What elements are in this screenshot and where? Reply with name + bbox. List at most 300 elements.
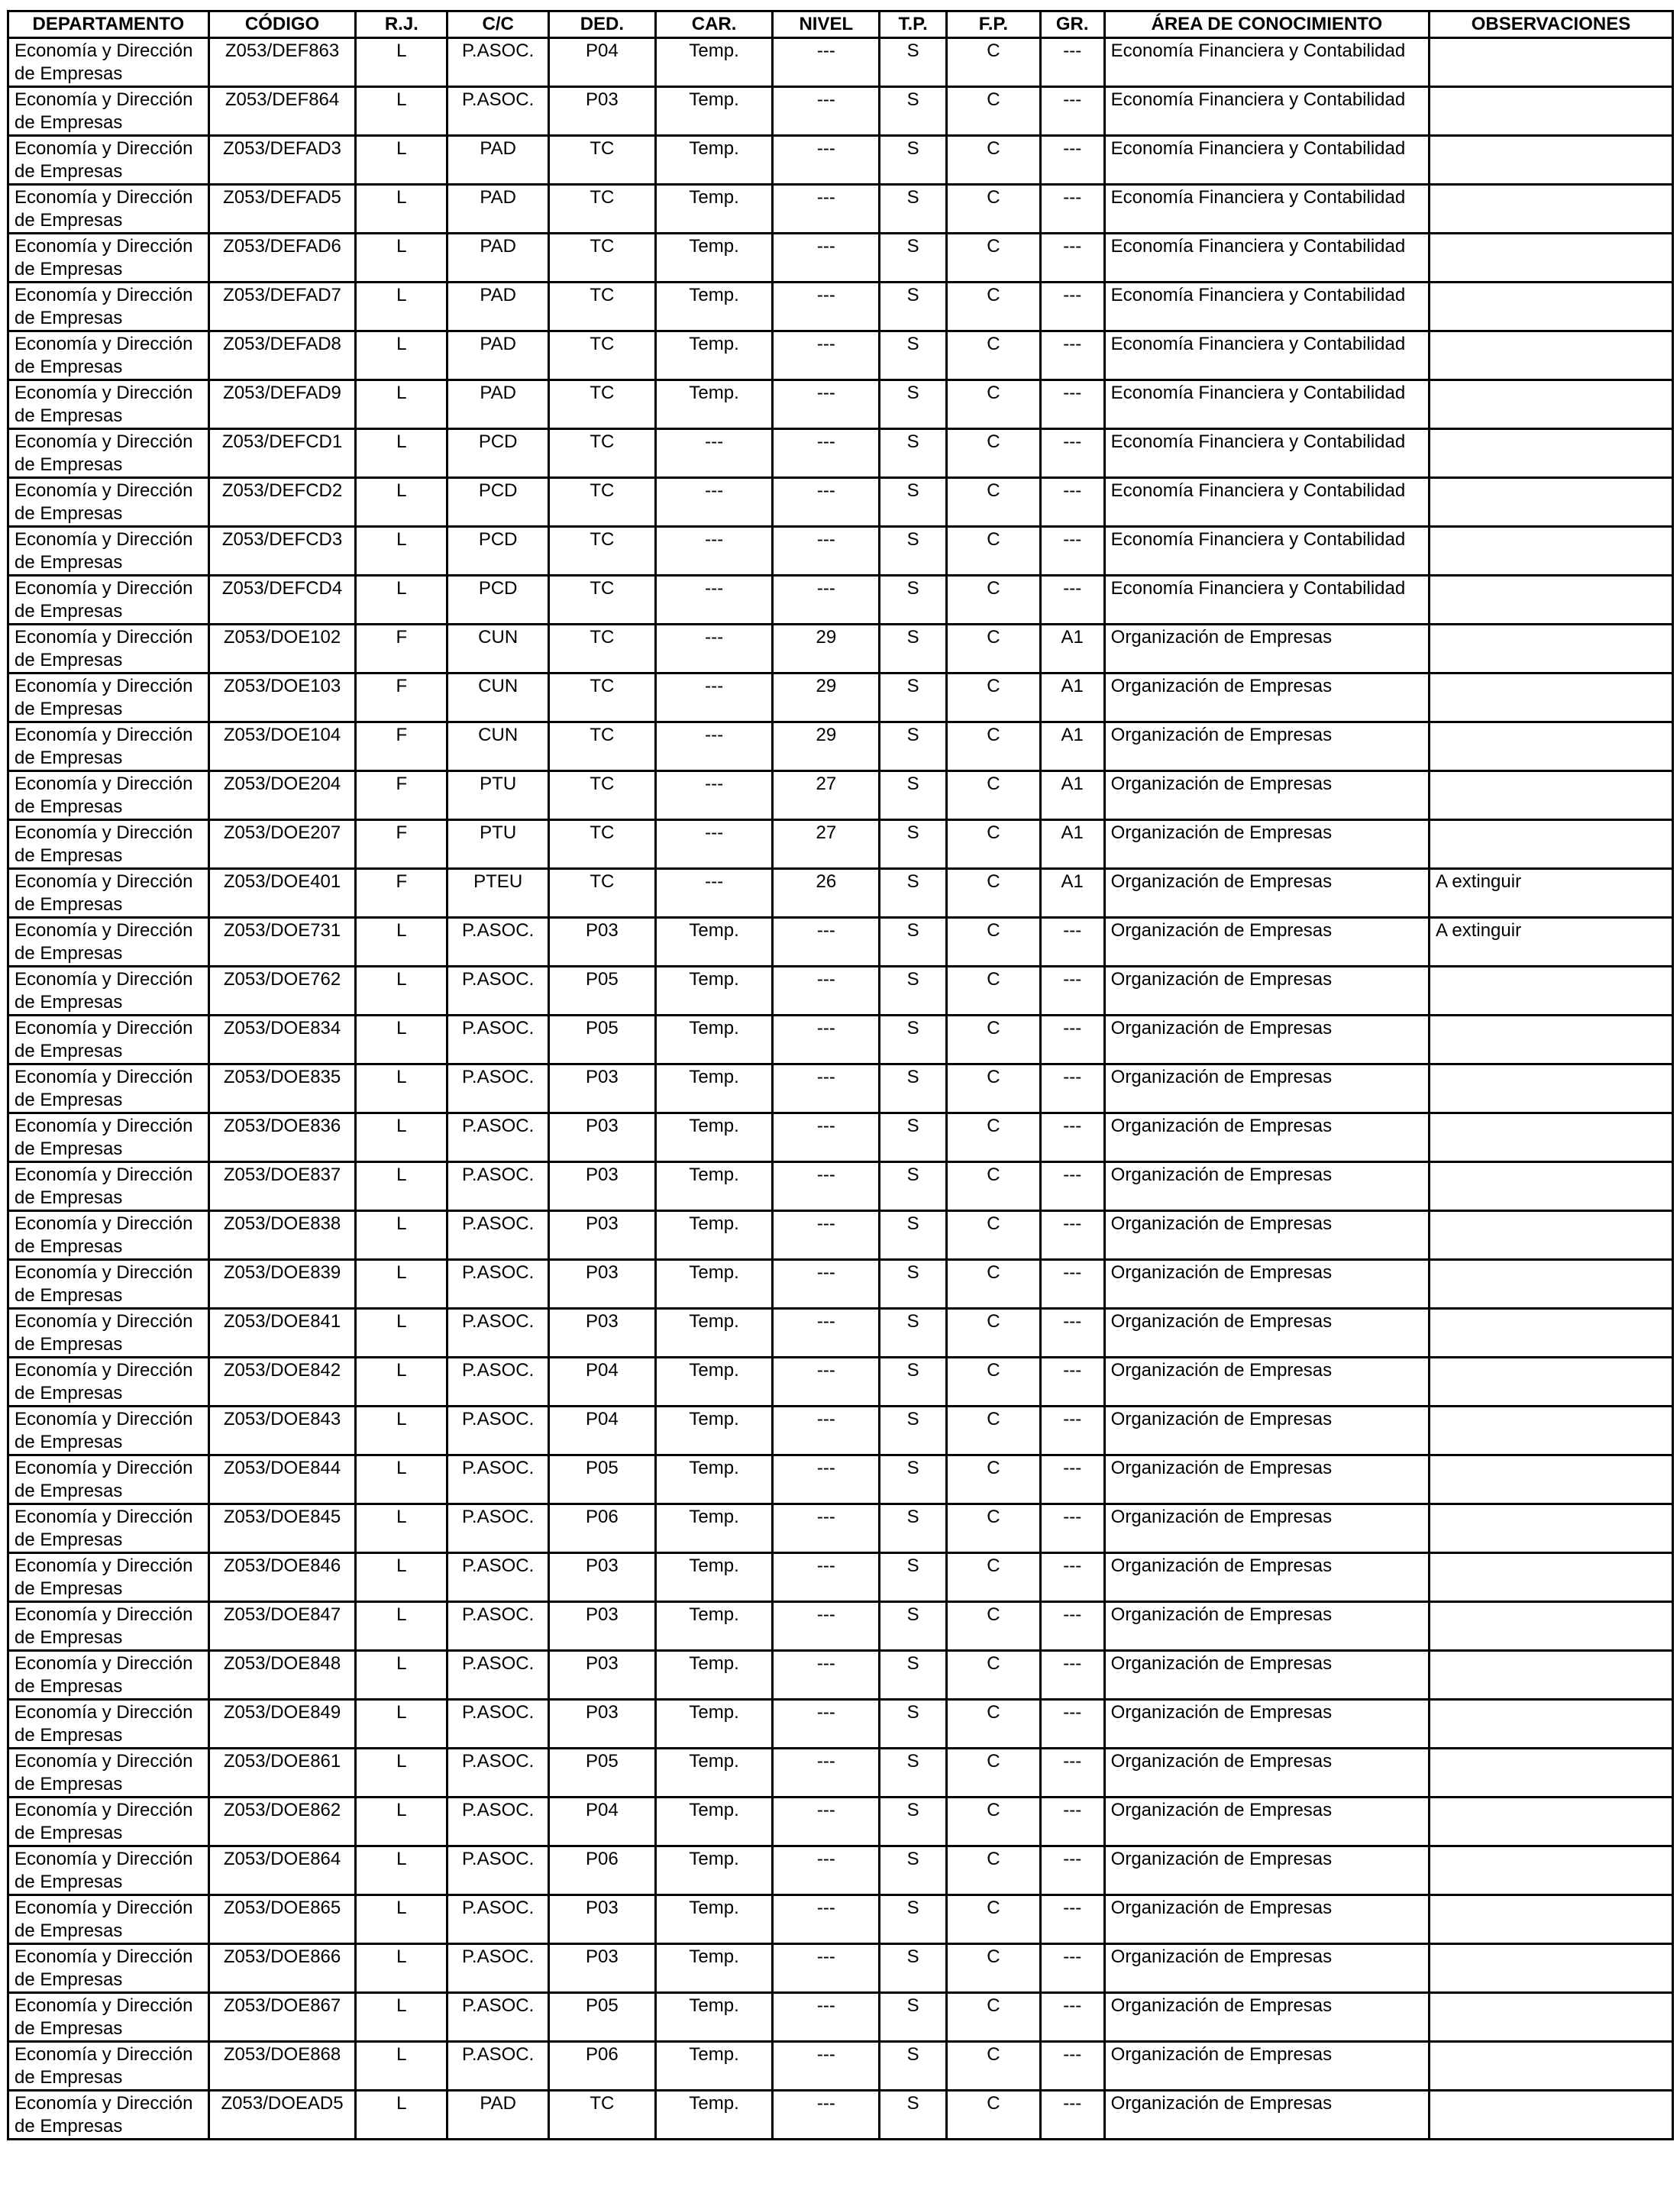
cell-tp: S [880,967,947,1016]
cell-gr: --- [1040,1749,1104,1798]
cell-gr: --- [1040,283,1104,331]
cell-area: Organización de Empresas [1104,1113,1429,1162]
cell-rj: L [356,1358,447,1407]
cell-nivel: --- [773,38,880,87]
cell-cc: PAD [447,136,549,185]
cell-ded: P06 [549,1846,656,1895]
table-row [8,771,1673,820]
cell-observaciones [1430,576,1673,625]
table-row [8,1700,1673,1749]
cell-observaciones [1430,1944,1673,1993]
cell-nivel: --- [773,1016,880,1064]
cell-rj: L [356,918,447,967]
cell-cc: P.ASOC. [447,1455,549,1504]
cell-nivel: --- [773,527,880,576]
cell-rj: L [356,1309,447,1358]
cell-fp: C [947,136,1041,185]
cell-car: --- [655,478,773,527]
cell-departamento: Economía y Dirección de Empresas [8,771,209,820]
cell-area: Organización de Empresas [1104,1504,1429,1553]
cell-departamento: Economía y Dirección de Empresas [8,1016,209,1064]
cell-rj: L [356,1211,447,1260]
table-row [8,234,1673,283]
cell-observaciones [1430,136,1673,185]
cell-area: Organización de Empresas [1104,1798,1429,1846]
table-row [8,429,1673,478]
cell-ded: P03 [549,1211,656,1260]
cell-rj: L [356,1749,447,1798]
cell-gr: --- [1040,234,1104,283]
cell-rj: L [356,1064,447,1113]
cell-fp: C [947,576,1041,625]
table-row [8,576,1673,625]
cell-gr: --- [1040,1602,1104,1651]
cell-area: Economía Financiera y Contabilidad [1104,38,1429,87]
cell-codigo: Z053/DOE861 [208,1749,356,1798]
cell-departamento: Economía y Dirección de Empresas [8,1504,209,1553]
cell-ded: P04 [549,1798,656,1846]
cell-cc: P.ASOC. [447,1993,549,2042]
cell-gr: --- [1040,2042,1104,2091]
cell-car: Temp. [655,234,773,283]
cell-observaciones [1430,1749,1673,1798]
cell-fp: C [947,1700,1041,1749]
table-row [8,1504,1673,1553]
cell-observaciones [1430,722,1673,771]
cell-area: Organización de Empresas [1104,1651,1429,1700]
column-header-cc: C/C [447,11,549,38]
cell-departamento: Economía y Dirección de Empresas [8,136,209,185]
cell-nivel: --- [773,1358,880,1407]
cell-fp: C [947,1553,1041,1602]
cell-car: --- [655,673,773,722]
cell-rj: F [356,722,447,771]
cell-rj: L [356,576,447,625]
cell-departamento: Economía y Dirección de Empresas [8,234,209,283]
cell-observaciones [1430,478,1673,527]
cell-area: Organización de Empresas [1104,869,1429,918]
table-row [8,1798,1673,1846]
cell-car: --- [655,625,773,673]
cell-fp: C [947,967,1041,1016]
cell-tp: S [880,478,947,527]
cell-observaciones [1430,1993,1673,2042]
cell-rj: L [356,1113,447,1162]
cell-departamento: Economía y Dirección de Empresas [8,1602,209,1651]
cell-gr: --- [1040,429,1104,478]
cell-fp: C [947,283,1041,331]
cell-fp: C [947,1358,1041,1407]
cell-gr: A1 [1040,820,1104,869]
table-row [8,38,1673,87]
cell-departamento: Economía y Dirección de Empresas [8,1651,209,1700]
cell-codigo: Z053/DEFAD6 [208,234,356,283]
cell-nivel: 27 [773,771,880,820]
cell-rj: L [356,1895,447,1944]
cell-rj: L [356,967,447,1016]
cell-ded: P04 [549,1407,656,1455]
cell-fp: C [947,1895,1041,1944]
cell-fp: C [947,87,1041,136]
cell-cc: P.ASOC. [447,1016,549,1064]
cell-ded: TC [549,185,656,234]
cell-fp: C [947,429,1041,478]
cell-car: Temp. [655,1749,773,1798]
cell-departamento: Economía y Dirección de Empresas [8,1113,209,1162]
cell-area: Organización de Empresas [1104,673,1429,722]
cell-area: Organización de Empresas [1104,1260,1429,1309]
cell-tp: S [880,2042,947,2091]
cell-rj: L [356,38,447,87]
cell-cc: CUN [447,673,549,722]
cell-tp: S [880,1358,947,1407]
cell-nivel: 26 [773,869,880,918]
cell-fp: C [947,869,1041,918]
cell-cc: PAD [447,380,549,429]
table-row [8,1260,1673,1309]
cell-departamento: Economía y Dirección de Empresas [8,527,209,576]
cell-cc: P.ASOC. [447,1895,549,1944]
cell-area: Economía Financiera y Contabilidad [1104,283,1429,331]
cell-observaciones [1430,1553,1673,1602]
cell-observaciones [1430,1162,1673,1211]
cell-fp: C [947,1211,1041,1260]
cell-departamento: Economía y Dirección de Empresas [8,967,209,1016]
cell-ded: P03 [549,1309,656,1358]
cell-codigo: Z053/DOE848 [208,1651,356,1700]
cell-departamento: Economía y Dirección de Empresas [8,2042,209,2091]
cell-area: Economía Financiera y Contabilidad [1104,185,1429,234]
cell-observaciones [1430,1700,1673,1749]
cell-cc: P.ASOC. [447,1651,549,1700]
cell-fp: C [947,1260,1041,1309]
cell-codigo: Z053/DOE845 [208,1504,356,1553]
cell-rj: F [356,771,447,820]
cell-rj: L [356,136,447,185]
cell-ded: P03 [549,1260,656,1309]
cell-nivel: --- [773,918,880,967]
cell-nivel: --- [773,283,880,331]
cell-gr: --- [1040,1064,1104,1113]
cell-rj: L [356,1016,447,1064]
cell-nivel: --- [773,1749,880,1798]
cell-area: Economía Financiera y Contabilidad [1104,136,1429,185]
cell-observaciones [1430,527,1673,576]
cell-nivel: --- [773,185,880,234]
cell-nivel: --- [773,1602,880,1651]
cell-car: Temp. [655,967,773,1016]
cell-codigo: Z053/DOE838 [208,1211,356,1260]
table-row [8,869,1673,918]
cell-fp: C [947,1064,1041,1113]
cell-departamento: Economía y Dirección de Empresas [8,429,209,478]
cell-codigo: Z053/DOE103 [208,673,356,722]
cell-departamento: Economía y Dirección de Empresas [8,625,209,673]
cell-gr: --- [1040,918,1104,967]
cell-gr: --- [1040,136,1104,185]
cell-cc: CUN [447,625,549,673]
cell-fp: C [947,1993,1041,2042]
cell-tp: S [880,1602,947,1651]
cell-codigo: Z053/DOE847 [208,1602,356,1651]
cell-area: Organización de Empresas [1104,1700,1429,1749]
cell-ded: P05 [549,967,656,1016]
cell-fp: C [947,2091,1041,2140]
cell-nivel: --- [773,1895,880,1944]
table-row [8,1309,1673,1358]
cell-car: Temp. [655,185,773,234]
cell-car: Temp. [655,1016,773,1064]
cell-area: Organización de Empresas [1104,1602,1429,1651]
cell-cc: P.ASOC. [447,967,549,1016]
cell-codigo: Z053/DOE731 [208,918,356,967]
table-row [8,1455,1673,1504]
cell-fp: C [947,1162,1041,1211]
cell-area: Organización de Empresas [1104,1895,1429,1944]
cell-car: Temp. [655,1700,773,1749]
cell-tp: S [880,1016,947,1064]
cell-nivel: --- [773,136,880,185]
cell-codigo: Z053/DEFAD3 [208,136,356,185]
cell-cc: P.ASOC. [447,1602,549,1651]
cell-rj: L [356,87,447,136]
cell-rj: L [356,1651,447,1700]
cell-fp: C [947,771,1041,820]
cell-nivel: --- [773,1260,880,1309]
cell-codigo: Z053/DEFCD2 [208,478,356,527]
cell-ded: TC [549,2091,656,2140]
cell-car: --- [655,576,773,625]
cell-nivel: --- [773,2091,880,2140]
table-row [8,87,1673,136]
table-row [8,1358,1673,1407]
cell-ded: TC [549,527,656,576]
cell-car: Temp. [655,38,773,87]
cell-rj: L [356,1553,447,1602]
cell-observaciones: A extinguir [1430,918,1673,967]
cell-gr: A1 [1040,673,1104,722]
column-header-tp: T.P. [880,11,947,38]
cell-rj: L [356,331,447,380]
cell-ded: P06 [549,1504,656,1553]
cell-fp: C [947,2042,1041,2091]
cell-departamento: Economía y Dirección de Empresas [8,576,209,625]
cell-cc: PCD [447,576,549,625]
cell-car: Temp. [655,87,773,136]
cell-cc: PAD [447,185,549,234]
cell-area: Economía Financiera y Contabilidad [1104,380,1429,429]
cell-gr: --- [1040,1798,1104,1846]
cell-fp: C [947,820,1041,869]
cell-car: Temp. [655,2042,773,2091]
cell-gr: --- [1040,1309,1104,1358]
cell-gr: --- [1040,1455,1104,1504]
cell-departamento: Economía y Dirección de Empresas [8,1455,209,1504]
cell-area: Organización de Empresas [1104,1846,1429,1895]
table-row [8,1064,1673,1113]
cell-tp: S [880,1749,947,1798]
cell-cc: P.ASOC. [447,918,549,967]
cell-observaciones [1430,1651,1673,1700]
table-row [8,967,1673,1016]
cell-gr: --- [1040,1504,1104,1553]
cell-car: Temp. [655,918,773,967]
cell-departamento: Economía y Dirección de Empresas [8,2091,209,2140]
cell-tp: S [880,1260,947,1309]
cell-area: Organización de Empresas [1104,771,1429,820]
cell-observaciones [1430,1016,1673,1064]
cell-ded: P03 [549,1651,656,1700]
cell-fp: C [947,1309,1041,1358]
cell-observaciones [1430,1113,1673,1162]
cell-nivel: --- [773,1993,880,2042]
cell-area: Organización de Empresas [1104,918,1429,967]
table-row [8,283,1673,331]
cell-tp: S [880,1944,947,1993]
cell-fp: C [947,1944,1041,1993]
column-header-rj: R.J. [356,11,447,38]
table-header [8,11,1673,38]
cell-fp: C [947,918,1041,967]
cell-codigo: Z053/DOE104 [208,722,356,771]
cell-ded: P03 [549,1553,656,1602]
table-body [8,38,1673,2140]
staff-positions-table [7,10,1674,2140]
column-header-codigo: CÓDIGO [208,11,356,38]
cell-ded: P03 [549,918,656,967]
cell-fp: C [947,1016,1041,1064]
cell-gr: --- [1040,1651,1104,1700]
table-row [8,478,1673,527]
cell-gr: --- [1040,1113,1104,1162]
cell-car: Temp. [655,136,773,185]
cell-codigo: Z053/DEF864 [208,87,356,136]
cell-car: Temp. [655,1602,773,1651]
cell-observaciones [1430,234,1673,283]
cell-rj: L [356,234,447,283]
cell-nivel: 29 [773,673,880,722]
cell-departamento: Economía y Dirección de Empresas [8,918,209,967]
cell-ded: P03 [549,1064,656,1113]
cell-gr: --- [1040,1211,1104,1260]
cell-nivel: --- [773,2042,880,2091]
cell-observaciones [1430,87,1673,136]
cell-cc: PCD [447,478,549,527]
cell-tp: S [880,136,947,185]
cell-nivel: --- [773,967,880,1016]
cell-cc: PTEU [447,869,549,918]
cell-nivel: 29 [773,722,880,771]
cell-area: Organización de Empresas [1104,1162,1429,1211]
cell-fp: C [947,527,1041,576]
cell-tp: S [880,283,947,331]
cell-cc: P.ASOC. [447,1749,549,1798]
cell-rj: L [356,2042,447,2091]
cell-codigo: Z053/DOE836 [208,1113,356,1162]
cell-codigo: Z053/DOE862 [208,1798,356,1846]
cell-gr: --- [1040,38,1104,87]
cell-rj: L [356,1162,447,1211]
cell-observaciones [1430,1846,1673,1895]
cell-observaciones [1430,771,1673,820]
cell-area: Organización de Empresas [1104,967,1429,1016]
table-row [8,527,1673,576]
table-row [8,918,1673,967]
cell-ded: TC [549,576,656,625]
cell-cc: P.ASOC. [447,1504,549,1553]
cell-ded: P05 [549,1455,656,1504]
cell-cc: P.ASOC. [447,1407,549,1455]
cell-nivel: --- [773,1162,880,1211]
cell-ded: P05 [549,1016,656,1064]
cell-tp: S [880,331,947,380]
cell-gr: --- [1040,478,1104,527]
cell-car: Temp. [655,1504,773,1553]
column-header-car: CAR. [655,11,773,38]
cell-fp: C [947,625,1041,673]
cell-tp: S [880,1064,947,1113]
cell-codigo: Z053/DEFCD4 [208,576,356,625]
cell-tp: S [880,1700,947,1749]
cell-fp: C [947,1749,1041,1798]
cell-nivel: 29 [773,625,880,673]
cell-nivel: --- [773,429,880,478]
cell-gr: --- [1040,380,1104,429]
cell-car: Temp. [655,2091,773,2140]
cell-rj: L [356,2091,447,2140]
cell-observaciones [1430,1504,1673,1553]
cell-ded: P06 [549,2042,656,2091]
cell-observaciones [1430,1260,1673,1309]
cell-gr: --- [1040,1846,1104,1895]
cell-fp: C [947,1113,1041,1162]
cell-rj: L [356,283,447,331]
table-row [8,1895,1673,1944]
cell-cc: P.ASOC. [447,1113,549,1162]
cell-tp: S [880,87,947,136]
cell-fp: C [947,1798,1041,1846]
cell-cc: CUN [447,722,549,771]
cell-codigo: Z053/DEFCD3 [208,527,356,576]
cell-codigo: Z053/DOE841 [208,1309,356,1358]
column-header-observaciones: OBSERVACIONES [1430,11,1673,38]
cell-car: Temp. [655,1651,773,1700]
cell-gr: --- [1040,1700,1104,1749]
cell-car: Temp. [655,1358,773,1407]
cell-nivel: --- [773,1309,880,1358]
cell-tp: S [880,1553,947,1602]
cell-gr: --- [1040,1944,1104,1993]
cell-nivel: --- [773,576,880,625]
cell-rj: L [356,1700,447,1749]
cell-codigo: Z053/DOE849 [208,1700,356,1749]
cell-ded: TC [549,478,656,527]
table-row [8,2042,1673,2091]
column-header-ded: DED. [549,11,656,38]
cell-tp: S [880,722,947,771]
cell-cc: P.ASOC. [447,1700,549,1749]
cell-codigo: Z053/DOE207 [208,820,356,869]
table-row [8,1602,1673,1651]
cell-area: Organización de Empresas [1104,1993,1429,2042]
cell-fp: C [947,1455,1041,1504]
cell-codigo: Z053/DOE868 [208,2042,356,2091]
cell-observaciones [1430,1358,1673,1407]
cell-cc: P.ASOC. [447,1162,549,1211]
cell-area: Organización de Empresas [1104,1358,1429,1407]
cell-car: Temp. [655,1162,773,1211]
table-row [8,1846,1673,1895]
